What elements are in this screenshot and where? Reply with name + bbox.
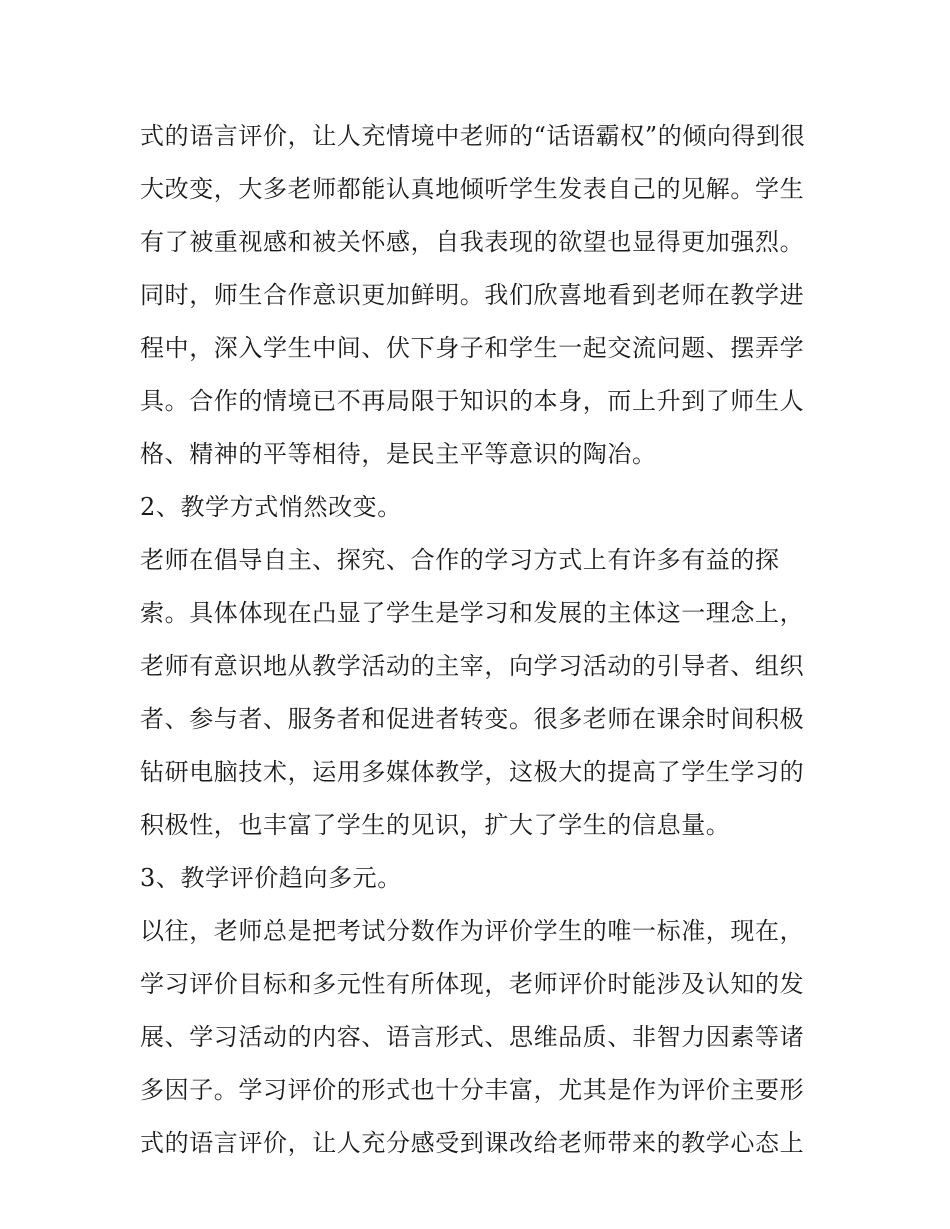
body-line: 具。合作的情境已不再局限于知识的本身，而上升到了师生人 xyxy=(140,387,805,415)
body-line: 式的语言评价，让人充分感受到课改给老师带来的教学心态上 xyxy=(140,1129,805,1157)
section-heading: 3、教学评价趋向多元。 xyxy=(140,864,402,892)
section-heading: 2、教学方式悄然改变。 xyxy=(140,493,402,521)
body-line: 学习评价目标和多元性有所体现，老师评价时能涉及认知的发 xyxy=(140,970,805,998)
body-line: 展、学习活动的内容、语言形式、思维品质、非智力因素等诸 xyxy=(140,1023,805,1051)
body-line: 积极性，也丰富了学生的见识，扩大了学生的信息量。 xyxy=(140,811,731,839)
body-line: 同时，师生合作意识更加鲜明。我们欣喜地看到老师在教学进 xyxy=(140,281,805,309)
document-body xyxy=(140,110,820,1170)
body-line: 程中，深入学生中间、伏下身子和学生一起交流问题、摆弄学 xyxy=(140,334,805,362)
body-line: 以往，老师总是把考试分数作为评价学生的唯一标准，现在， xyxy=(140,917,805,945)
body-line: 大改变，大多老师都能认真地倾听学生发表自己的见解。学生 xyxy=(140,175,805,203)
body-line: 者、参与者、服务者和促进者转变。很多老师在课余时间积极 xyxy=(140,705,805,733)
body-line: 索。具体体现在凸显了学生是学习和发展的主体这一理念上， xyxy=(140,599,805,627)
body-line: 多因子。学习评价的形式也十分丰富，尤其是作为评价主要形 xyxy=(140,1076,805,1104)
body-line: 格、精神的平等相待，是民主平等意识的陶冶。 xyxy=(140,440,657,468)
body-line: 式的语言评价，让人充情境中老师的“话语霸权”的倾向得到很 xyxy=(140,122,806,150)
body-line: 钻研电脑技术，运用多媒体教学，这极大的提高了学生学习的 xyxy=(140,758,805,786)
body-line: 老师有意识地从教学活动的主宰，向学习活动的引导者、组织 xyxy=(140,652,805,680)
body-line: 老师在倡导自主、探究、合作的学习方式上有许多有益的探 xyxy=(140,546,780,574)
body-line: 有了被重视感和被关怀感，自我表现的欲望也显得更加强烈。 xyxy=(140,228,805,256)
